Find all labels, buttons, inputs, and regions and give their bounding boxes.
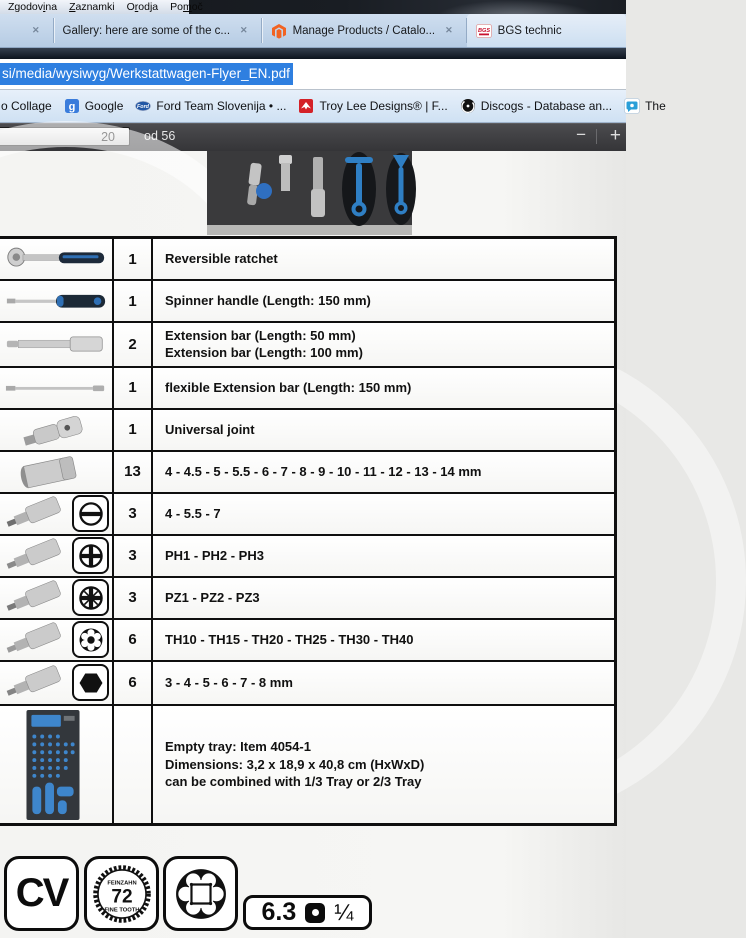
tab-bar bbox=[0, 14, 626, 48]
table-row bbox=[0, 281, 614, 323]
speech-bubble-icon bbox=[624, 98, 640, 114]
quantity-cell: 6 bbox=[114, 662, 153, 705]
table-row bbox=[0, 578, 614, 620]
tool-image-cell bbox=[0, 323, 114, 366]
tool-image-cell bbox=[0, 494, 114, 534]
torx-profile-icon bbox=[167, 860, 235, 928]
tab-label: Manage Products / Catalo... bbox=[292, 24, 436, 37]
extension-bar-photo bbox=[2, 327, 110, 361]
bit-socket-photo bbox=[2, 621, 68, 659]
troy-lee-icon bbox=[298, 98, 314, 114]
tab-label: Gallery: here are some of the c... bbox=[62, 24, 231, 37]
ratchet-photo bbox=[2, 242, 110, 276]
bookmark-google[interactable]: g Google bbox=[58, 98, 130, 114]
bookmark-collage[interactable]: o Collage bbox=[1, 99, 52, 113]
bookmark-troylee[interactable]: Troy Lee Designs® | F... bbox=[292, 98, 453, 114]
flexible-extension-photo bbox=[2, 371, 110, 405]
phillips-profile-box bbox=[72, 537, 109, 574]
tool-image-cell bbox=[0, 662, 114, 705]
empty-tray-photo bbox=[26, 710, 80, 820]
pozidriv-icon bbox=[76, 583, 106, 613]
tab-gallery[interactable] bbox=[54, 14, 261, 47]
description-cell bbox=[153, 452, 614, 492]
url-selected-text[interactable]: si/media/wysiwyg/Werkstattwagen-Flyer_EN.pdf bbox=[0, 63, 293, 85]
quantity-cell: 13 bbox=[114, 452, 153, 492]
socket-photo bbox=[2, 452, 102, 492]
description-line: can be combined with 1/3 Tray or 2/3 Tray bbox=[165, 774, 422, 790]
description-line: 4 - 5.5 - 7 bbox=[165, 505, 221, 521]
menu-bar bbox=[0, 0, 626, 14]
menu-bookmarks[interactable]: Zaznamki bbox=[69, 1, 115, 13]
description-cell bbox=[153, 323, 614, 366]
table-row bbox=[0, 662, 614, 707]
svg-text:BGS: BGS bbox=[477, 27, 490, 34]
toolbar-divider bbox=[596, 129, 597, 144]
description-line: Extension bar (Length: 100 mm) bbox=[165, 345, 363, 361]
tab-bgs-technic[interactable] bbox=[467, 14, 626, 47]
nav-toolbar-top bbox=[0, 48, 626, 59]
quantity-cell: 6 bbox=[114, 620, 153, 660]
description-line: 3 - 4 - 5 - 6 - 7 - 8 mm bbox=[165, 675, 293, 690]
quantity-cell: 1 bbox=[114, 410, 153, 450]
pdf-page bbox=[0, 151, 626, 938]
description-cell bbox=[153, 410, 614, 450]
hex-icon bbox=[76, 668, 106, 698]
table-row bbox=[0, 239, 614, 281]
description-cell bbox=[153, 706, 614, 823]
square-drive-icon bbox=[305, 903, 325, 923]
slot-icon bbox=[76, 499, 106, 529]
table-row bbox=[0, 536, 614, 578]
tab-manage-products[interactable] bbox=[262, 14, 466, 47]
close-icon[interactable]: ✕ bbox=[240, 25, 248, 35]
close-icon[interactable]: ✕ bbox=[445, 25, 453, 35]
menu-tools[interactable]: Orodja bbox=[126, 1, 159, 13]
svg-text:72: 72 bbox=[110, 886, 133, 908]
drive-size-label: 6.3 bbox=[261, 898, 297, 926]
quantity-cell: 3 bbox=[114, 494, 153, 534]
description-line: 4 - 4.5 - 5 - 5.5 - 6 - 7 - 8 - 9 - 10 - 11 - 12 - 13 - 14 mm bbox=[165, 463, 482, 479]
tool-image-cell bbox=[0, 281, 114, 321]
svg-text:FINE TOOTH: FINE TOOTH bbox=[104, 907, 139, 914]
zoom-out-button[interactable]: − bbox=[576, 125, 586, 144]
google-icon bbox=[64, 98, 80, 114]
fine-tooth-badge bbox=[84, 856, 159, 931]
description-cell bbox=[153, 239, 614, 279]
quantity-cell bbox=[114, 706, 153, 823]
tool-tray-photo bbox=[207, 151, 412, 235]
bit-socket-photo bbox=[2, 537, 68, 575]
menu-help[interactable]: Pomoč bbox=[170, 1, 203, 13]
description-cell bbox=[153, 620, 614, 660]
bookmark-ford[interactable]: Ford Ford Team Slovenija • ... bbox=[129, 98, 292, 114]
bookmark-the[interactable]: The bbox=[618, 98, 672, 114]
bookmarks-bar bbox=[0, 90, 666, 123]
zoom-in-button[interactable]: + bbox=[609, 125, 621, 146]
description-cell bbox=[153, 536, 614, 576]
tool-image-cell bbox=[0, 368, 114, 408]
tool-image-cell bbox=[0, 452, 114, 492]
tool-image-cell bbox=[0, 536, 114, 576]
description-line: flexible Extension bar (Length: 150 mm) bbox=[165, 379, 412, 395]
tool-image-cell bbox=[0, 410, 114, 450]
description-line: Extension bar (Length: 50 mm) bbox=[165, 327, 356, 343]
description-cell bbox=[153, 578, 614, 618]
e-profile-badge bbox=[163, 856, 238, 931]
page-count-label: od 56 bbox=[144, 129, 176, 143]
description-cell bbox=[153, 494, 614, 534]
spinner-handle-photo bbox=[2, 284, 110, 318]
bookmark-discogs[interactable]: Discogs - Database an... bbox=[454, 98, 618, 114]
tool-image-cell bbox=[0, 239, 114, 279]
description-line: PZ1 - PZ2 - PZ3 bbox=[165, 589, 260, 605]
table-row bbox=[0, 620, 614, 662]
bit-socket-photo bbox=[2, 495, 68, 533]
slot-profile-box bbox=[72, 495, 109, 532]
tool-image-cell bbox=[0, 578, 114, 618]
description-line: Reversible ratchet bbox=[165, 251, 278, 267]
drive-size-badge bbox=[243, 895, 372, 930]
table-row bbox=[0, 410, 614, 452]
description-line: Spinner handle (Length: 150 mm) bbox=[165, 293, 371, 309]
magento-icon bbox=[271, 23, 287, 39]
torx-icon bbox=[76, 625, 106, 655]
bgs-favicon bbox=[476, 23, 492, 39]
table-row bbox=[0, 323, 614, 368]
quantity-cell: 2 bbox=[114, 323, 153, 366]
quantity-cell: 1 bbox=[114, 239, 153, 279]
table-row bbox=[0, 494, 614, 536]
url-bar[interactable] bbox=[0, 59, 626, 90]
pozidriv-profile-box bbox=[72, 579, 109, 616]
quantity-cell: 1 bbox=[114, 368, 153, 408]
chrome-vanadium-badge: CV bbox=[4, 856, 79, 931]
gear-icon bbox=[88, 860, 156, 928]
description-line: Empty tray: Item 4054-1 bbox=[165, 739, 311, 755]
universal-joint-photo bbox=[2, 410, 110, 450]
discogs-icon bbox=[460, 98, 476, 114]
close-icon[interactable]: ✕ bbox=[32, 25, 40, 35]
tool-image-cell bbox=[0, 620, 114, 660]
bit-socket-photo bbox=[2, 664, 68, 702]
ford-icon bbox=[135, 98, 151, 114]
drive-fraction-label: ¼ bbox=[334, 899, 354, 925]
parts-table bbox=[0, 236, 617, 826]
svg-text:Ford: Ford bbox=[137, 104, 150, 111]
description-cell bbox=[153, 368, 614, 408]
description-line: Dimensions: 3,2 x 18,9 x 40,8 cm (HxWxD) bbox=[165, 756, 425, 772]
svg-text:FEINZAHN: FEINZAHN bbox=[106, 879, 137, 886]
table-row bbox=[0, 706, 614, 823]
bit-socket-photo bbox=[2, 579, 68, 617]
svg-text:g: g bbox=[68, 101, 76, 113]
titlebar-texture bbox=[436, 0, 596, 14]
description-line: PH1 - PH2 - PH3 bbox=[165, 547, 264, 563]
description-cell bbox=[153, 281, 614, 321]
page-number-input[interactable]: 20 bbox=[0, 127, 130, 146]
menu-history[interactable]: Zgodovina bbox=[8, 1, 58, 13]
quantity-cell: 3 bbox=[114, 578, 153, 618]
menu-strip bbox=[0, 0, 203, 14]
table-row bbox=[0, 452, 614, 494]
tab-label: BGS technic bbox=[497, 24, 562, 37]
quantity-cell: 3 bbox=[114, 536, 153, 576]
partial-tab[interactable] bbox=[0, 14, 53, 47]
description-line: TH10 - TH15 - TH20 - TH25 - TH30 - TH40 bbox=[165, 631, 414, 647]
quantity-cell: 1 bbox=[114, 281, 153, 321]
description-line: Universal joint bbox=[165, 421, 255, 437]
hex-profile-box bbox=[72, 664, 109, 701]
table-row bbox=[0, 368, 614, 410]
tool-image-cell bbox=[0, 706, 114, 823]
description-cell bbox=[153, 662, 614, 705]
torx-profile-box bbox=[72, 621, 109, 658]
phillips-icon bbox=[76, 541, 106, 571]
